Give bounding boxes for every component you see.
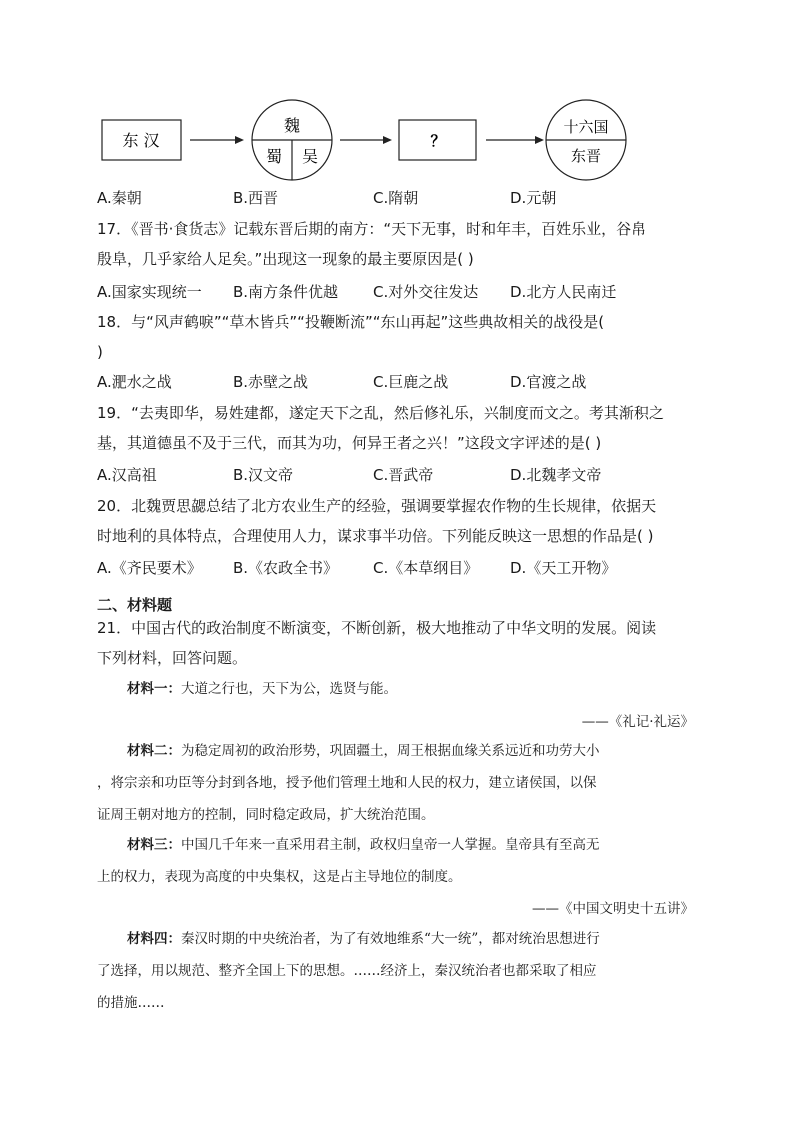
unknown-box bbox=[399, 120, 476, 160]
q17-options bbox=[97, 281, 717, 304]
question-21-line-1: 21．中国古代的政治制度不断演变，不断创新，极大地推动了中华文明的发展。阅读 bbox=[97, 619, 657, 637]
eastern-jin-label: 东晋 bbox=[570, 147, 602, 165]
option-d: D.《天工开物》 bbox=[510, 559, 617, 577]
question-21-line-2: 下列材料，回答问题。 bbox=[97, 649, 248, 667]
arrow-3 bbox=[486, 136, 544, 144]
wu-label: 吴 bbox=[301, 147, 319, 166]
material-4-label: 材料四： bbox=[127, 931, 181, 947]
option-d: D.元朝 bbox=[510, 189, 557, 207]
three-kingdoms-circle bbox=[252, 100, 332, 180]
material-2-line-1: 为稳定周初的政治形势，巩固疆土，周王根据血缘关系远近和功劳大小 bbox=[181, 743, 600, 759]
question-20 bbox=[97, 495, 702, 548]
question-18 bbox=[97, 311, 702, 364]
material-3-line-1: 中国几千年来一直采用君主制，政权归皇帝一人掌握。皇帝具有至高无 bbox=[181, 837, 600, 853]
q16-options bbox=[97, 187, 717, 210]
dynasty-flow-diagram bbox=[0, 95, 794, 185]
question-19-line-1: 19．“去夷即华，易姓建都，遂定天下之乱，然后修礼乐，兴制度而文之。考其渐积之 bbox=[97, 404, 664, 422]
option-a: A.淝水之战 bbox=[97, 373, 172, 391]
material-3 bbox=[97, 831, 697, 891]
option-d: D.北魏孝文帝 bbox=[510, 466, 602, 484]
material-1 bbox=[97, 675, 727, 703]
question-20-line-2: 时地利的具体特点，合理使用人力，谋求事半功倍。下列能反映这一思想的作品是( ) bbox=[97, 527, 654, 545]
option-b: B.南方条件优越 bbox=[233, 283, 339, 301]
material-2-line-2: ，将宗亲和功臣等分封到各地，授予他们管理土地和人民的权力，建立诸侯国，以保 bbox=[97, 775, 597, 791]
question-18-line-2: ) bbox=[97, 343, 103, 361]
question-17 bbox=[97, 218, 702, 271]
option-a: A.汉高祖 bbox=[97, 466, 157, 484]
q18-options bbox=[97, 371, 717, 394]
q19-options bbox=[97, 464, 717, 487]
section-title: 二、材料题 bbox=[97, 596, 173, 614]
option-c: C.隋朝 bbox=[373, 189, 419, 207]
material-1-label: 材料一： bbox=[127, 681, 181, 697]
question-19 bbox=[97, 402, 702, 455]
option-d: D.北方人民南迁 bbox=[510, 283, 617, 301]
sixteen-kingdoms-circle bbox=[546, 100, 626, 180]
material-4-line-3: 的措施…… bbox=[97, 995, 165, 1011]
wei-label: 魏 bbox=[283, 116, 301, 135]
question-20-line-1: 20．北魏贾思勰总结了北方农业生产的经验，强调要掌握农作物的生长规律，依据天 bbox=[97, 497, 657, 515]
option-a: A.秦朝 bbox=[97, 189, 142, 207]
material-3-label: 材料三： bbox=[127, 837, 181, 853]
question-17-line-2: 殷阜，几乎家给人足矣。”出现这一现象的最主要原因是( ) bbox=[97, 250, 474, 268]
material-2 bbox=[97, 737, 697, 829]
option-b: B.赤壁之战 bbox=[233, 373, 309, 391]
option-c: C.《本草纲目》 bbox=[373, 559, 479, 577]
arrow-2 bbox=[340, 136, 392, 144]
arrow-1 bbox=[190, 136, 244, 144]
material-2-label: 材料二： bbox=[127, 743, 181, 759]
question-19-line-2: 基，其道德虽不及于三代，而其为功，何异王者之兴！”这段文字评述的是( ) bbox=[97, 434, 602, 452]
option-c: C.巨鹿之战 bbox=[373, 373, 449, 391]
option-a: A.《齐民要术》 bbox=[97, 559, 202, 577]
option-b: B.西晋 bbox=[233, 189, 279, 207]
shu-label: 蜀 bbox=[265, 147, 283, 166]
eastern-han-box bbox=[102, 120, 181, 160]
option-d: D.官渡之战 bbox=[510, 373, 587, 391]
material-4-line-2: 了选择，用以规范、整齐全国上下的思想。……经济上，秦汉统治者也都采取了相应 bbox=[97, 963, 597, 979]
material-3-line-2: 上的权力，表现为高度的中央集权，这是占主导地位的制度。 bbox=[97, 869, 462, 885]
material-1-text: 大道之行也，天下为公，选贤与能。 bbox=[181, 681, 397, 697]
material-3-source: ——《中国文明史十五讲》 bbox=[532, 901, 694, 917]
material-1-source: ——《礼记·礼运》 bbox=[581, 714, 694, 730]
sixteen-kingdoms-label: 十六国 bbox=[563, 118, 609, 136]
q20-options bbox=[97, 557, 717, 580]
material-4 bbox=[97, 925, 697, 1017]
unknown-label: ？ bbox=[430, 132, 446, 150]
material-2-line-3: 证周王朝对地方的控制，同时稳定政局，扩大统治范围。 bbox=[97, 807, 435, 823]
question-17-line-1: 17．《晋书·食货志》记载东晋后期的南方：“天下无事，时和年丰，百姓乐业，谷帛 bbox=[97, 220, 647, 238]
option-c: C.晋武帝 bbox=[373, 466, 434, 484]
material-4-line-1: 秦汉时期的中央统治者，为了有效地维系“大一统”，都对统治思想进行 bbox=[181, 931, 600, 947]
question-21 bbox=[97, 617, 702, 670]
option-a: A.国家实现统一 bbox=[97, 283, 202, 301]
question-18-line-1: 18．与“风声鹤唳”“草木皆兵”“投鞭断流”“东山再起”这些典故相关的战役是( bbox=[97, 313, 605, 331]
option-b: B.汉文帝 bbox=[233, 466, 294, 484]
eastern-han-label: 东 汉 bbox=[122, 131, 160, 150]
option-c: C.对外交往发达 bbox=[373, 283, 479, 301]
option-b: B.《农政全书》 bbox=[233, 559, 339, 577]
